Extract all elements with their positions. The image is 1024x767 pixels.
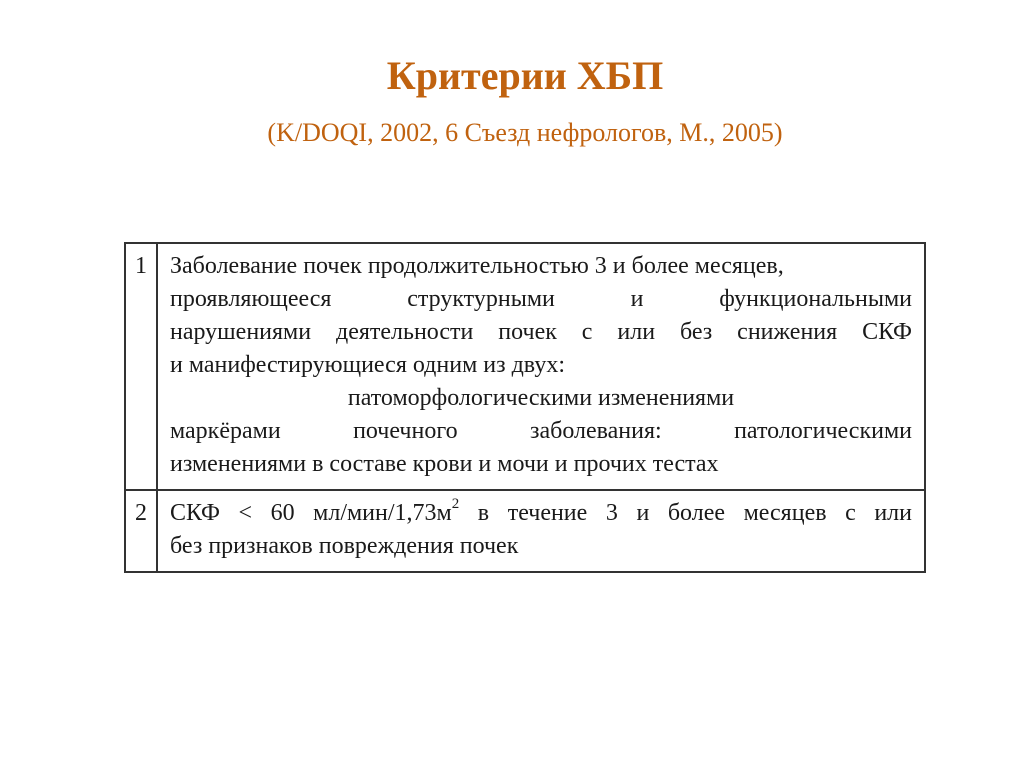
criterion-line: проявляющееся структурными и функциональными — [170, 286, 912, 312]
criterion-line: изменениями в составе крови и мочи и прочих тестах — [170, 451, 719, 477]
criterion-line: Заболевание почек продолжительностью 3 и более месяцев, — [170, 253, 784, 279]
criterion-line: и манифестирующиеся одним из двух: — [170, 352, 565, 378]
criterion-line: маркёрами почечного заболевания: патологическими — [170, 418, 912, 444]
criterion-line: патоморфологическими изменениями — [347, 385, 735, 411]
slide-subtitle: (K/DOQI, 2002, 6 Съезд нефрологов, М., 2005) — [267, 118, 783, 147]
criterion-text — [157, 243, 925, 490]
row-number: 2 — [125, 490, 157, 572]
criterion-text — [157, 490, 925, 572]
criteria-table — [124, 242, 926, 573]
criterion-line-part: СКФ < 60 мл/мин/1,73м — [170, 500, 452, 526]
slide-title: Критерии ХБП — [386, 53, 664, 98]
table-row — [125, 243, 925, 490]
superscript: 2 — [451, 496, 460, 512]
table-row — [125, 490, 925, 572]
row-number: 1 — [125, 243, 157, 490]
criterion-line — [170, 497, 912, 530]
criterion-line: нарушениями деятельности почек с или без снижения СКФ — [170, 319, 912, 345]
criterion-line: без признаков повреждения почек — [170, 533, 519, 559]
criterion-line-part: в течение 3 и более месяцев с или — [459, 500, 912, 526]
